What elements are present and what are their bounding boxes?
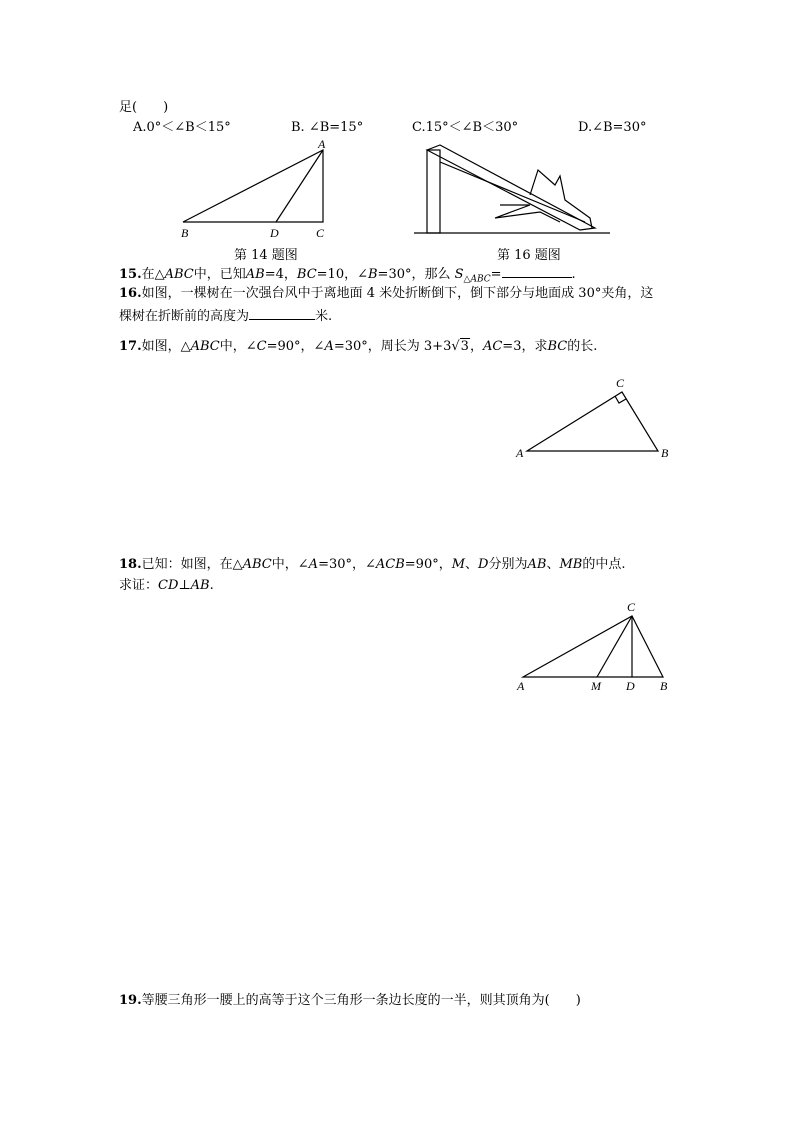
q15-eq1: =4，: [264, 267, 297, 282]
q18-a: A: [308, 557, 319, 572]
q19-number: 19.: [119, 993, 142, 1008]
fig14-label-d: D: [270, 226, 279, 240]
q17-sqrt-value: 3: [460, 339, 469, 354]
q19-text: 等腰三角形一腰上的高等于这个三角形一条边长度的一半，则其顶角为( ): [141, 993, 581, 1008]
q18-t6: 分别为: [488, 557, 528, 572]
q14-option-d: D.∠B=30°: [578, 120, 647, 135]
fig14-label-a: A: [318, 137, 326, 151]
q18-t4: =90°，: [404, 557, 452, 572]
q18-abc: ABC: [242, 557, 272, 572]
q17-c: C: [256, 339, 267, 354]
fig17-label-b: B: [661, 446, 669, 460]
q17-t6: =3，求: [502, 339, 548, 354]
q18-cd: CD: [158, 578, 179, 593]
q18-t1: 已知：如图，在△: [141, 557, 243, 572]
q14-option-a: A.0°＜∠B＜15°: [133, 120, 231, 135]
q17-t4: =30°，周长为 3+3: [333, 339, 452, 354]
fig14-caption: 第 14 题图: [234, 248, 298, 263]
q14-option-b: B. ∠B=15°: [291, 120, 364, 135]
q17-t7: 的长.: [567, 339, 598, 354]
q17-t2: 中，∠: [219, 339, 257, 354]
q18-t2: 中，∠: [271, 557, 309, 572]
fig18-label-a: A: [517, 679, 525, 693]
q15-eq4: =: [490, 267, 502, 282]
q17-a: A: [324, 339, 334, 354]
fig14-label-b: B: [181, 226, 189, 240]
q15-ab: AB: [245, 267, 265, 282]
q17-t1: 如图，△: [141, 339, 191, 354]
fig18-label-d: D: [626, 679, 635, 693]
q15-abc: ABC: [164, 267, 194, 282]
q15-eq3: =30°，那么: [377, 267, 451, 282]
q18-ab2: AB: [190, 578, 210, 593]
q18-t3: =30°，∠: [318, 557, 376, 572]
q17-sqrt: √3: [451, 339, 469, 354]
q18-perp: ⊥: [178, 578, 191, 593]
q15-b: B: [367, 267, 378, 282]
q16-line2b: 米.: [315, 309, 333, 324]
q18-prove: 求证：: [119, 578, 159, 593]
q15-s: S: [454, 267, 464, 282]
q15-text-1: 在△: [141, 267, 165, 282]
q15-number: 15.: [119, 267, 142, 282]
q18-mb: MB: [559, 557, 583, 572]
q15-text-2: 中，已知: [193, 267, 246, 282]
q18-acb: ACB: [375, 557, 405, 572]
q16-line2a: 棵树在折断前的高度为: [119, 309, 250, 324]
q18-end: .: [209, 578, 214, 593]
q18-ab: AB: [527, 557, 547, 572]
q16-line1: 如图，一棵树在一次强台风中于离地面 4 米处折断倒下，倒下部分与地面成 30°夹角，这: [141, 286, 654, 301]
q17-number: 17.: [119, 339, 142, 354]
q18-d: D: [478, 557, 489, 572]
q18-t8: 的中点.: [582, 557, 626, 572]
q15-sub: △ABC: [463, 274, 491, 285]
fig18-label-b: B: [660, 679, 668, 693]
q18-m: M: [451, 557, 466, 572]
q17-abc: ABC: [190, 339, 220, 354]
fig18-label-m: M: [591, 679, 601, 693]
q16-number: 16.: [119, 286, 142, 301]
fig14-label-c: C: [316, 226, 325, 240]
q18-t7: 、: [546, 557, 560, 572]
fig16-caption: 第 16 题图: [497, 248, 561, 263]
fig17-label-a: A: [516, 446, 524, 460]
q17-t3: =90°，∠: [266, 339, 325, 354]
q15-bc: BC: [296, 267, 317, 282]
q14-option-c: C.15°＜∠B＜30°: [412, 120, 519, 135]
q18-number: 18.: [119, 557, 142, 572]
q17-ac: AC: [482, 339, 503, 354]
q14-stem-tail: 足( ): [119, 100, 169, 115]
fig17-label-c: C: [616, 376, 625, 390]
q17-bc: BC: [547, 339, 568, 354]
fig18-triangle-abc: [523, 616, 663, 677]
q18-t5: 、: [465, 557, 479, 572]
fig18-label-c: C: [627, 600, 636, 614]
q15-eq2: =10，∠: [316, 267, 368, 282]
q17-t5: ，: [469, 339, 483, 354]
q15-end: .: [571, 267, 576, 282]
question-19: [119, 991, 581, 1011]
